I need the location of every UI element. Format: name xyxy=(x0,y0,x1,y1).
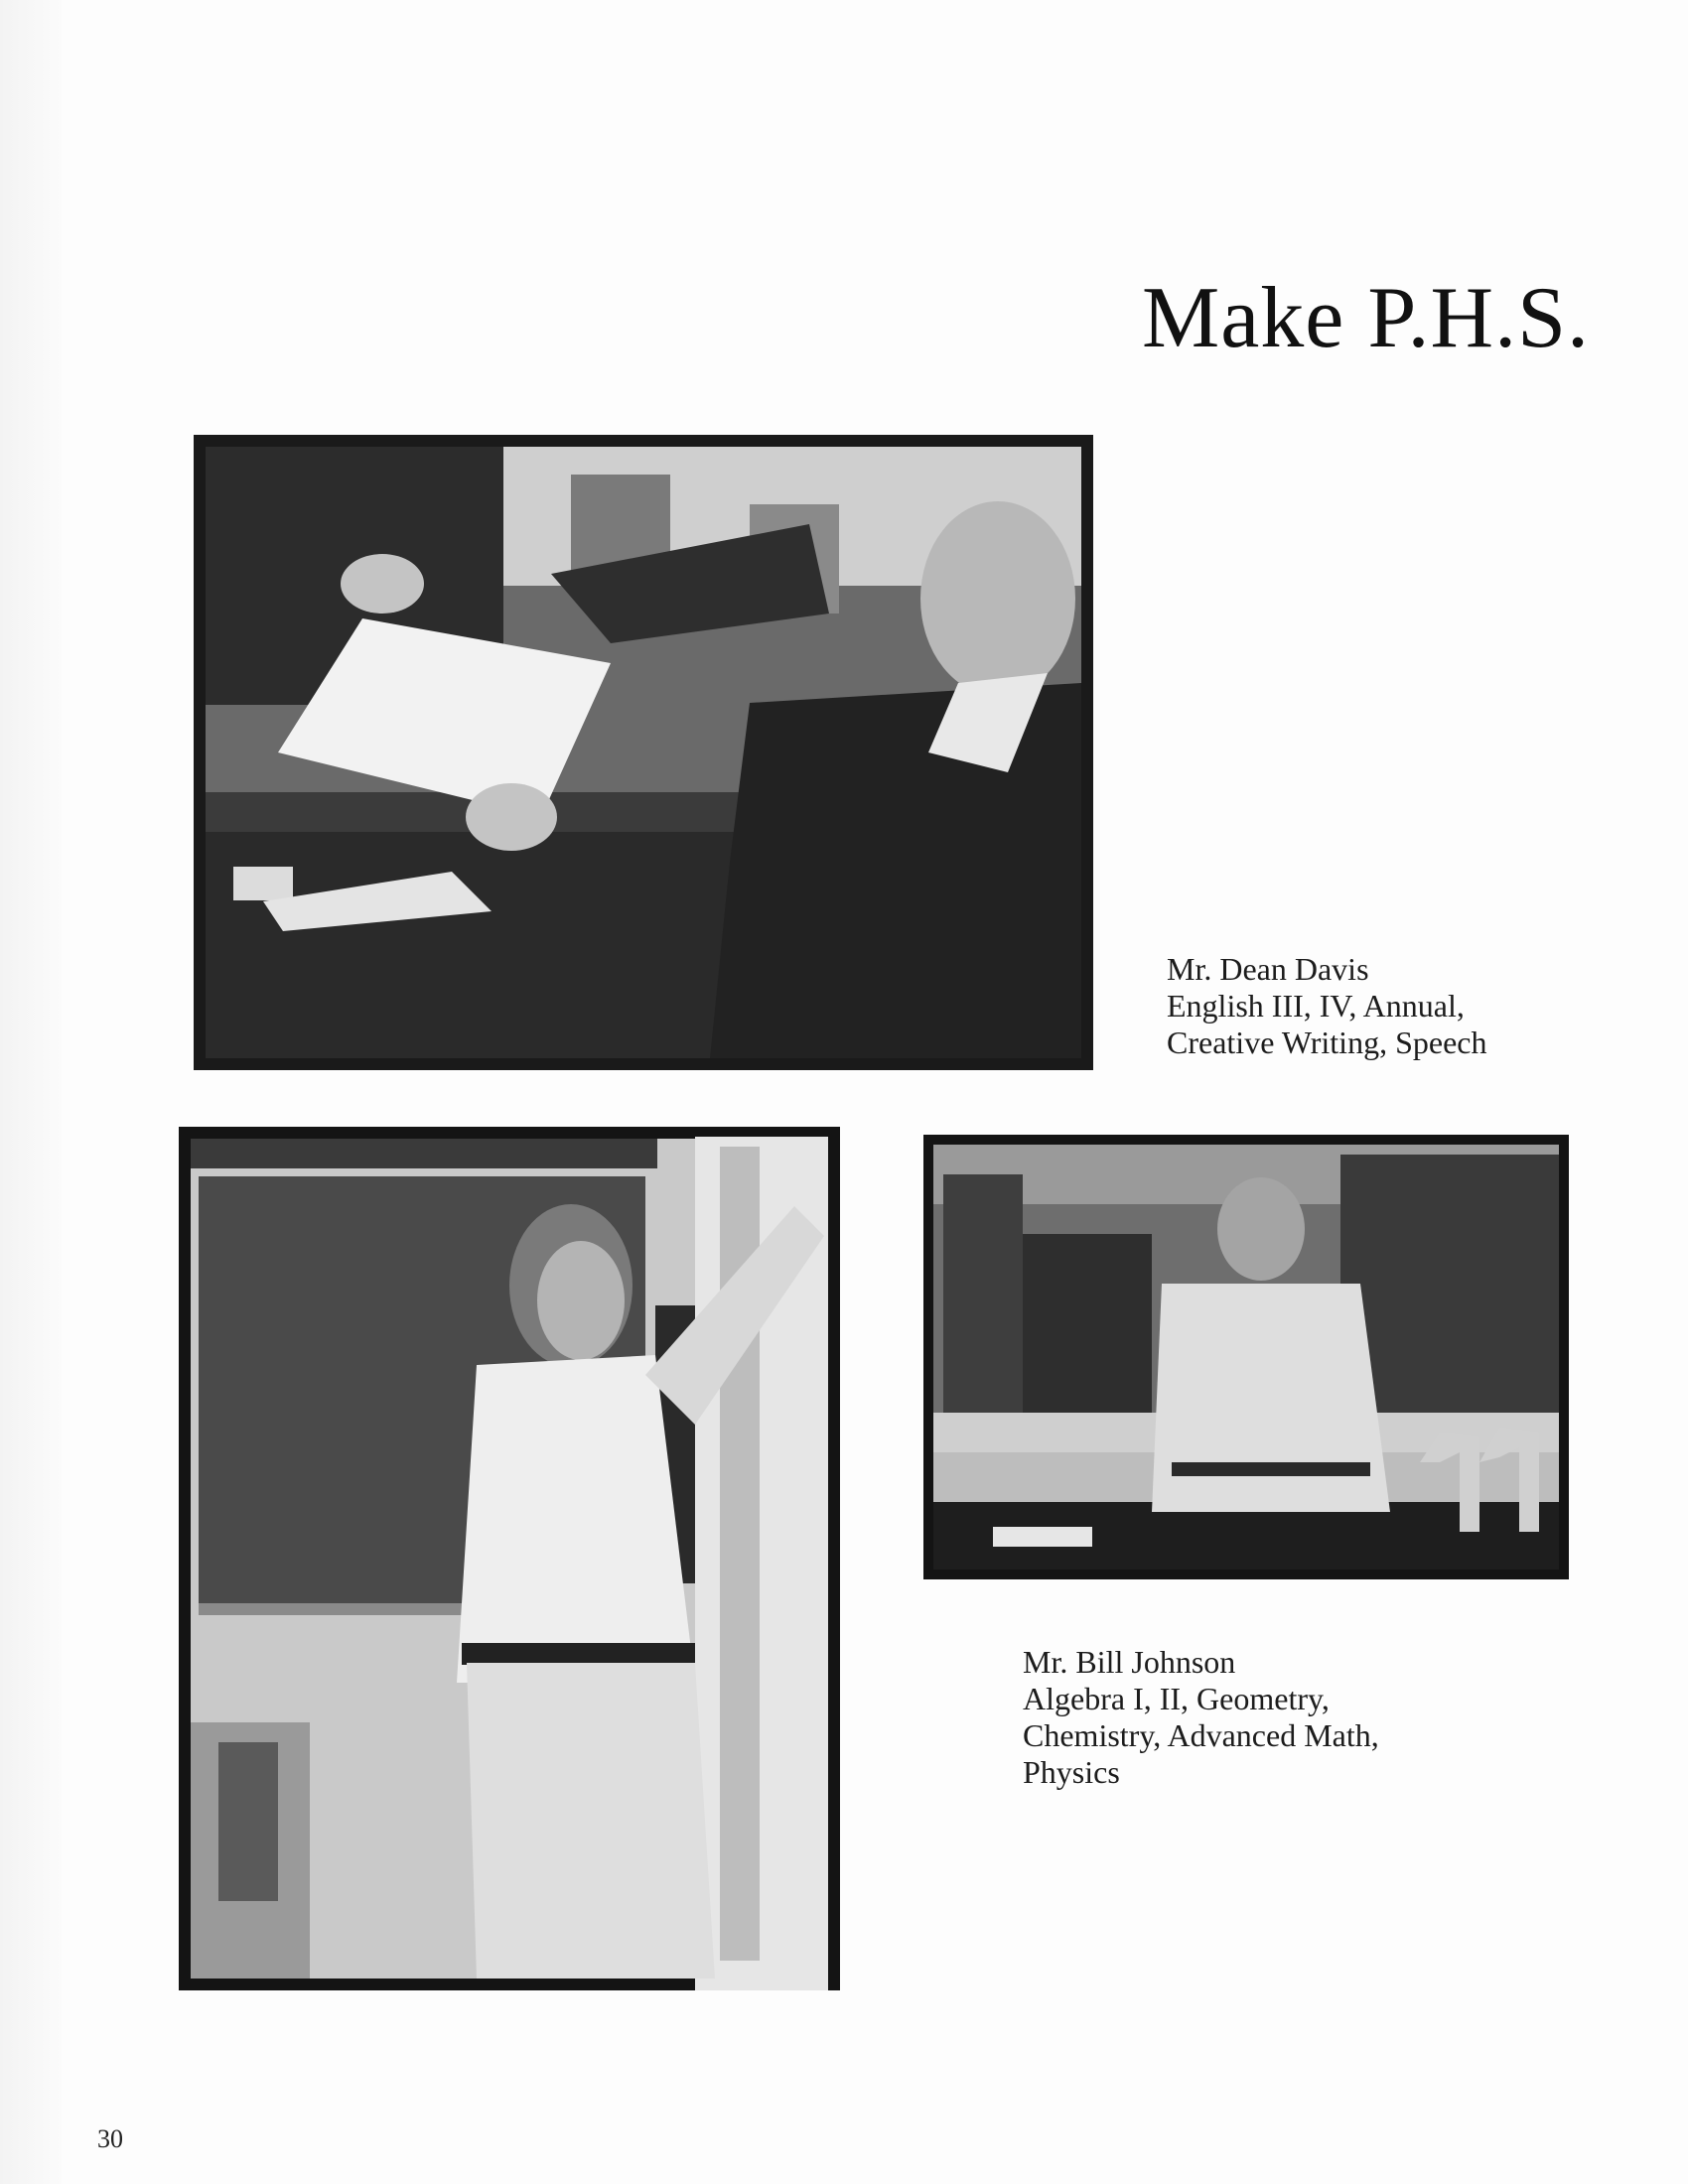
photo-teacher-at-chalkboard xyxy=(179,1127,840,1990)
page-gutter-shadow xyxy=(0,0,62,2184)
page-number: 30 xyxy=(97,2124,123,2153)
teacher-subjects-line: English III, IV, Annual, xyxy=(1167,988,1465,1024)
photo-teacher-with-paper xyxy=(194,435,1093,1070)
teacher-name: Mr. Dean Davis xyxy=(1167,951,1369,987)
page-headline: Make P.H.S. xyxy=(1142,270,1591,366)
teacher-name: Mr. Bill Johnson xyxy=(1023,1644,1236,1680)
teacher-subjects-line: Physics xyxy=(1023,1754,1120,1790)
teacher-subjects-line: Creative Writing, Speech xyxy=(1167,1024,1487,1060)
teacher-subjects-line: Chemistry, Advanced Math, xyxy=(1023,1717,1379,1753)
teacher-subjects-line: Algebra I, II, Geometry, xyxy=(1023,1681,1330,1716)
photo-teacher-in-lab xyxy=(923,1135,1569,1579)
caption-bill-johnson xyxy=(1023,1644,1379,1791)
caption-dean-davis xyxy=(1167,951,1486,1061)
